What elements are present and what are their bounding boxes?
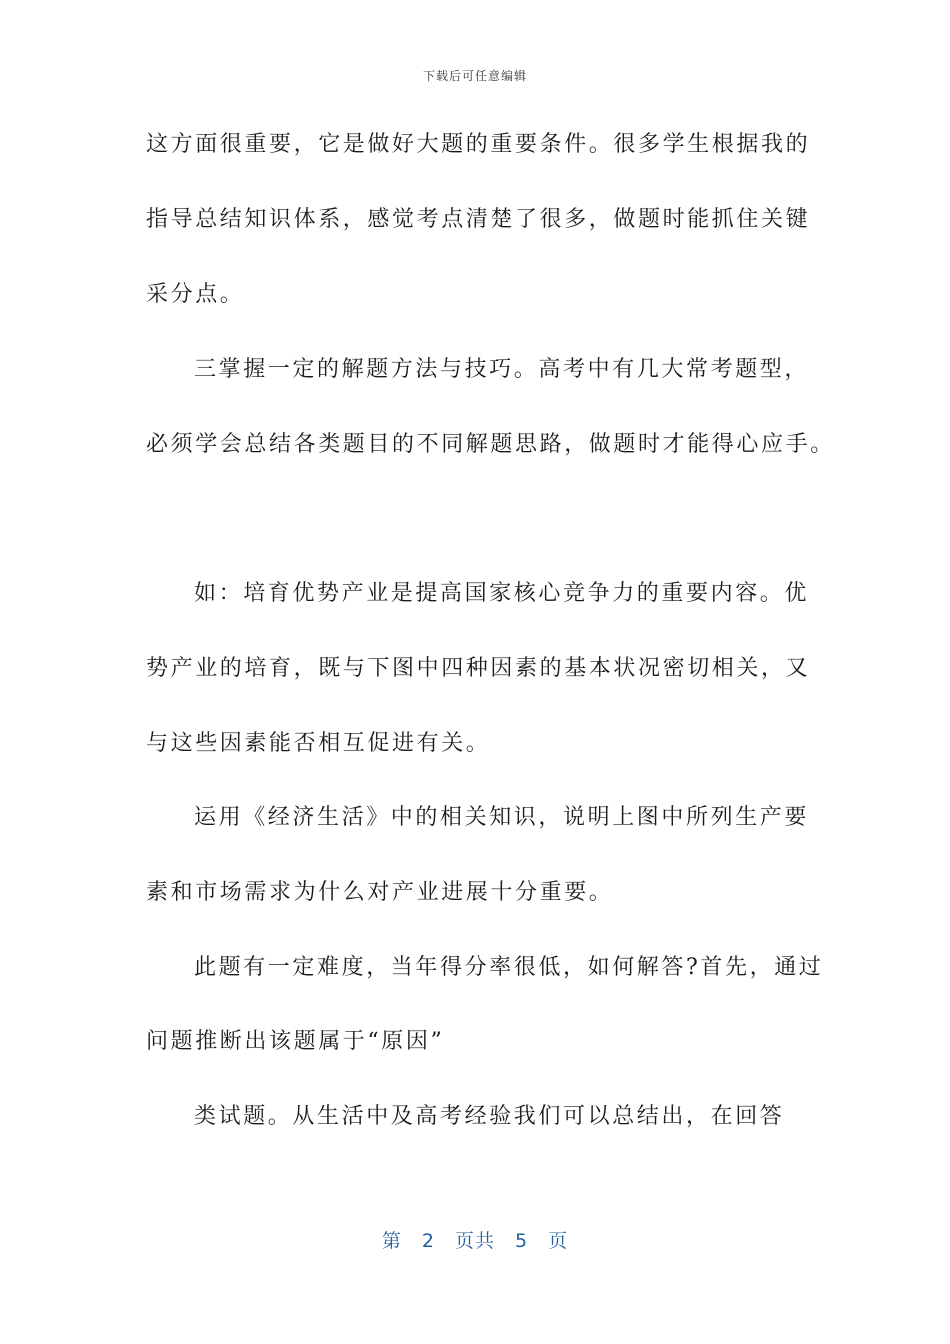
footer-current-page: 2: [421, 1230, 435, 1252]
body-line-10: 素和市场需求为什么对产业进展十分重要。: [146, 880, 614, 905]
body-line-13: 类试题。从生活中及高考经验我们可以总结出，在回答: [194, 1104, 785, 1129]
body-line-8: 与这些因素能否相互促进有关。: [146, 731, 491, 756]
page-header: 下载后可任意编辑: [422, 69, 527, 83]
body-line-6: 如：培育优势产业是提高国家核心竞争力的重要内容。优: [194, 581, 810, 606]
body-line-5: 必须学会总结各类题目的不同解题思路，做题时才能得心应手。: [146, 432, 835, 457]
footer-total-pages: 5: [515, 1230, 529, 1252]
footer-suffix: 页: [548, 1230, 569, 1252]
body-line-2: 指导总结知识体系，感觉考点清楚了很多，做题时能抓住关键: [146, 207, 811, 232]
body-line-4: 三掌握一定的解题方法与技巧。高考中有几大常考题型，: [194, 357, 810, 382]
body-line-11: 此题有一定难度，当年得分率很低，如何解答?首先，通过: [194, 955, 824, 980]
body-line-12: 问题推断出该题属于“原因”: [146, 1029, 445, 1054]
footer-prefix: 第: [381, 1230, 402, 1252]
footer-middle: 页共: [454, 1230, 495, 1252]
page-footer: [0, 1226, 950, 1253]
body-line-7: 势产业的培育，既与下图中四种因素的基本状况密切相关，又: [146, 656, 811, 681]
body-line-9: 运用《经济生活》中的相关知识，说明上图中所列生产要: [194, 805, 810, 830]
body-line-1: 这方面很重要，它是做好大题的重要条件。很多学生根据我的: [146, 132, 811, 157]
body-line-3: 采分点。: [146, 282, 245, 307]
